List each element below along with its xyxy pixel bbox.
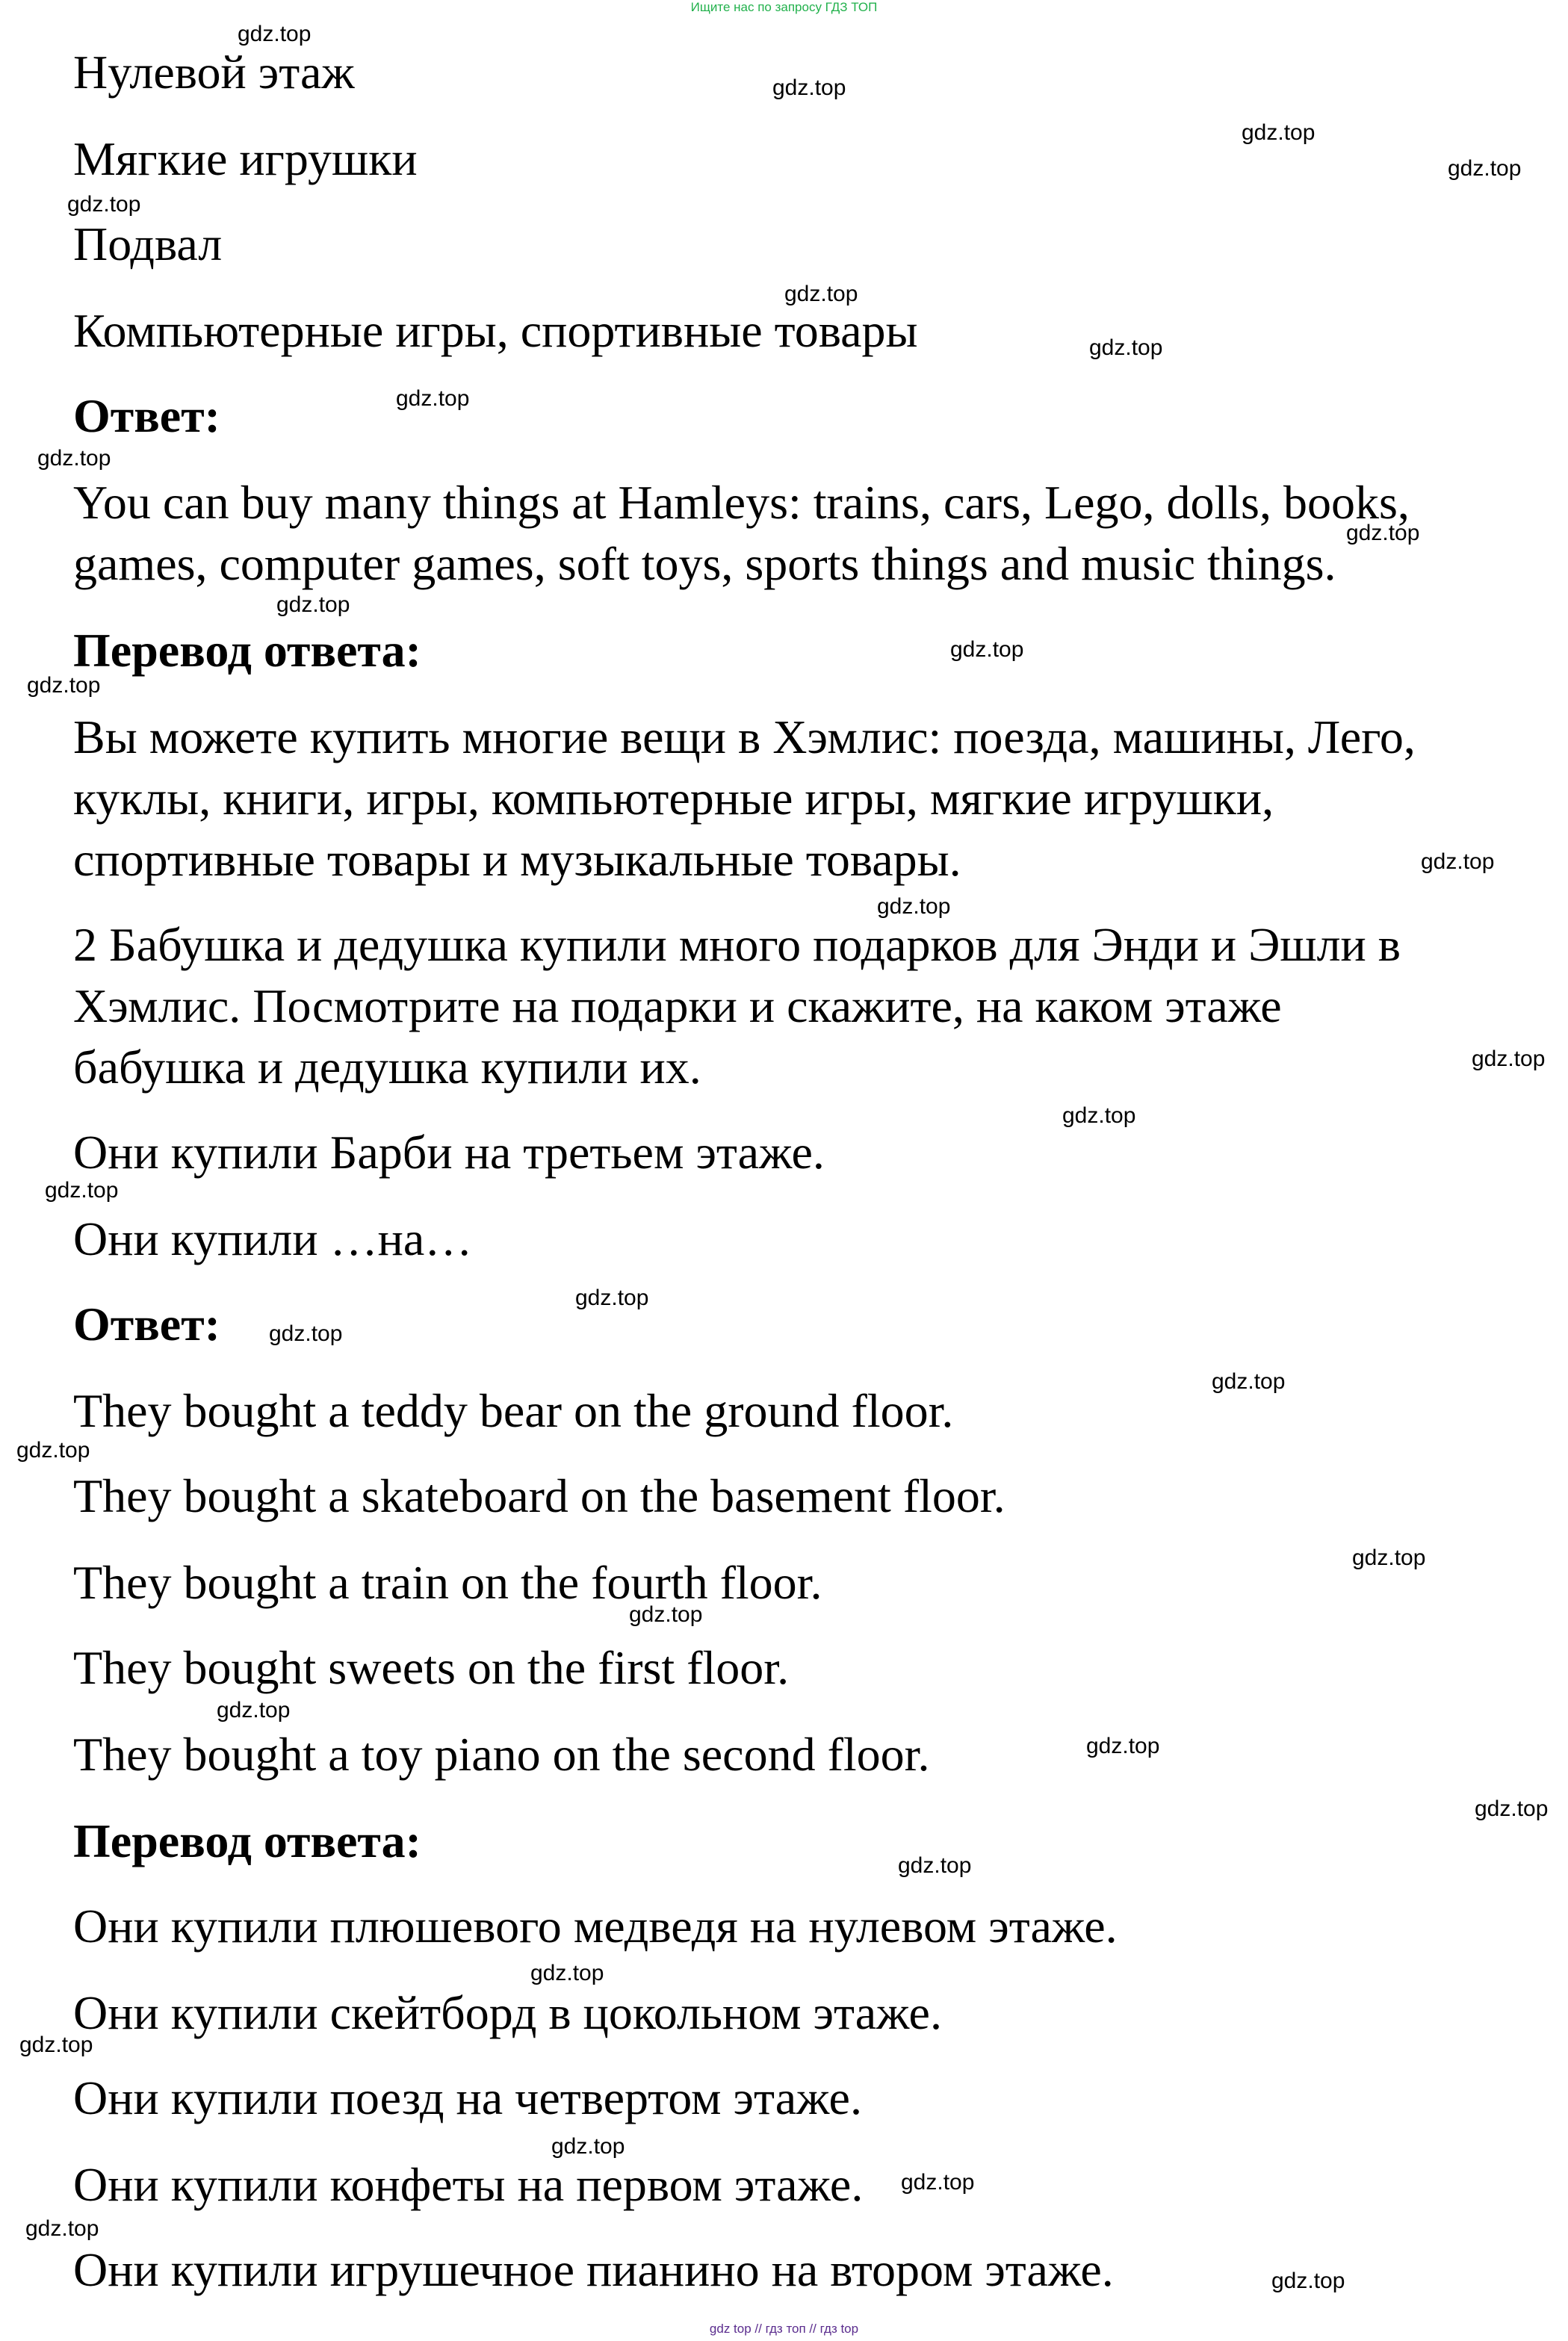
watermark: gdz.top xyxy=(1448,156,1522,181)
watermark: gdz.top xyxy=(1086,1734,1160,1758)
text-line: They bought a teddy bear on the ground floor. xyxy=(73,1384,954,1437)
translation-heading: Перевод ответа: xyxy=(73,1814,421,1867)
text-line: Подвал xyxy=(73,217,223,270)
text-line: Они купили игрушечное пианино на втором этаже. xyxy=(73,2243,1114,2296)
text-line: бабушка и дедушка купили их. xyxy=(73,1041,701,1094)
watermark: gdz.top xyxy=(269,1321,343,1346)
text-line: Они купили …на… xyxy=(73,1212,473,1265)
answer-heading: Ответ: xyxy=(73,1297,220,1351)
watermark: gdz.top xyxy=(1212,1369,1286,1394)
watermark: gdz.top xyxy=(1352,1545,1426,1570)
watermark: gdz.top xyxy=(238,22,312,46)
text-line: спортивные товары и музыкальные товары. xyxy=(73,833,961,886)
top-banner: Ищите нас по запросу ГДЗ ТОП xyxy=(690,0,878,14)
watermark: gdz.top xyxy=(629,1602,703,1627)
watermark: gdz.top xyxy=(950,637,1024,662)
watermark: gdz.top xyxy=(1062,1103,1136,1128)
text-line: They bought a train on the fourth floor. xyxy=(73,1556,822,1609)
text-line: Они купили поезд на четвертом этаже. xyxy=(73,2071,862,2124)
text-line: You can buy many things at Hamleys: trains, cars, Lego, dolls, books, xyxy=(73,476,1410,529)
text-line: Вы можете купить многие вещи в Хэмлис: поезда, машины, Лего, xyxy=(73,710,1416,763)
text-line: Они купили плюшевого медведя на нулевом этаже. xyxy=(73,1900,1118,1953)
watermark: gdz.top xyxy=(877,894,951,919)
watermark: gdz.top xyxy=(1089,335,1163,360)
watermark: gdz.top xyxy=(1472,1047,1546,1071)
text-line: They bought sweets on the first floor. xyxy=(73,1641,790,1694)
watermark: gdz.top xyxy=(67,192,141,217)
watermark: gdz.top xyxy=(551,2134,625,2159)
text-line: Они купили скейтборд в цокольном этаже. xyxy=(73,1986,942,2039)
watermark: gdz.top xyxy=(37,446,111,471)
text-line: They bought a skateboard on the basement floor. xyxy=(73,1469,1005,1522)
watermark: gdz.top xyxy=(25,2216,99,2241)
text-line: Мягкие игрушки xyxy=(73,132,418,185)
watermark: gdz.top xyxy=(1271,2269,1345,2293)
watermark: gdz.top xyxy=(784,282,858,306)
text-line: They bought a toy piano on the second floor. xyxy=(73,1728,930,1781)
watermark: gdz.top xyxy=(396,386,470,411)
text-line: 2 Бабушка и дедушка купили много подарков для Энди и Эшли в xyxy=(73,918,1401,971)
watermark: gdz.top xyxy=(772,75,846,100)
watermark: gdz.top xyxy=(276,592,350,617)
watermark: gdz.top xyxy=(1421,849,1495,874)
text-line: Нулевой этаж xyxy=(73,46,355,99)
watermark: gdz.top xyxy=(530,1961,604,1985)
watermark: gdz.top xyxy=(898,1853,972,1878)
watermark: gdz.top xyxy=(1242,120,1316,145)
text-line: Хэмлис. Посмотрите на подарки и скажите, на каком этаже xyxy=(73,979,1282,1032)
watermark: gdz.top xyxy=(1475,1796,1549,1821)
text-line: куклы, книги, игры, компьютерные игры, мягкие игрушки, xyxy=(73,772,1274,825)
text-line: Они купили Барби на третьем этаже. xyxy=(73,1126,825,1179)
watermark: gdz.top xyxy=(16,1438,90,1463)
answer-heading: Ответ: xyxy=(73,389,220,442)
text-line: Они купили конфеты на первом этаже. xyxy=(73,2158,864,2211)
text-line: Компьютерные игры, спортивные товары xyxy=(73,304,918,357)
bottom-banner: gdz top // гдз топ // гдз top xyxy=(709,2322,859,2336)
watermark: gdz.top xyxy=(217,1698,291,1723)
watermark: gdz.top xyxy=(1346,521,1420,545)
watermark: gdz.top xyxy=(45,1178,119,1203)
watermark: gdz.top xyxy=(19,2033,93,2057)
watermark: gdz.top xyxy=(575,1286,649,1310)
translation-heading: Перевод ответа: xyxy=(73,624,421,677)
watermark: gdz.top xyxy=(27,673,101,698)
text-line: games, computer games, soft toys, sports things and music things. xyxy=(73,537,1336,590)
watermark: gdz.top xyxy=(901,2170,975,2195)
